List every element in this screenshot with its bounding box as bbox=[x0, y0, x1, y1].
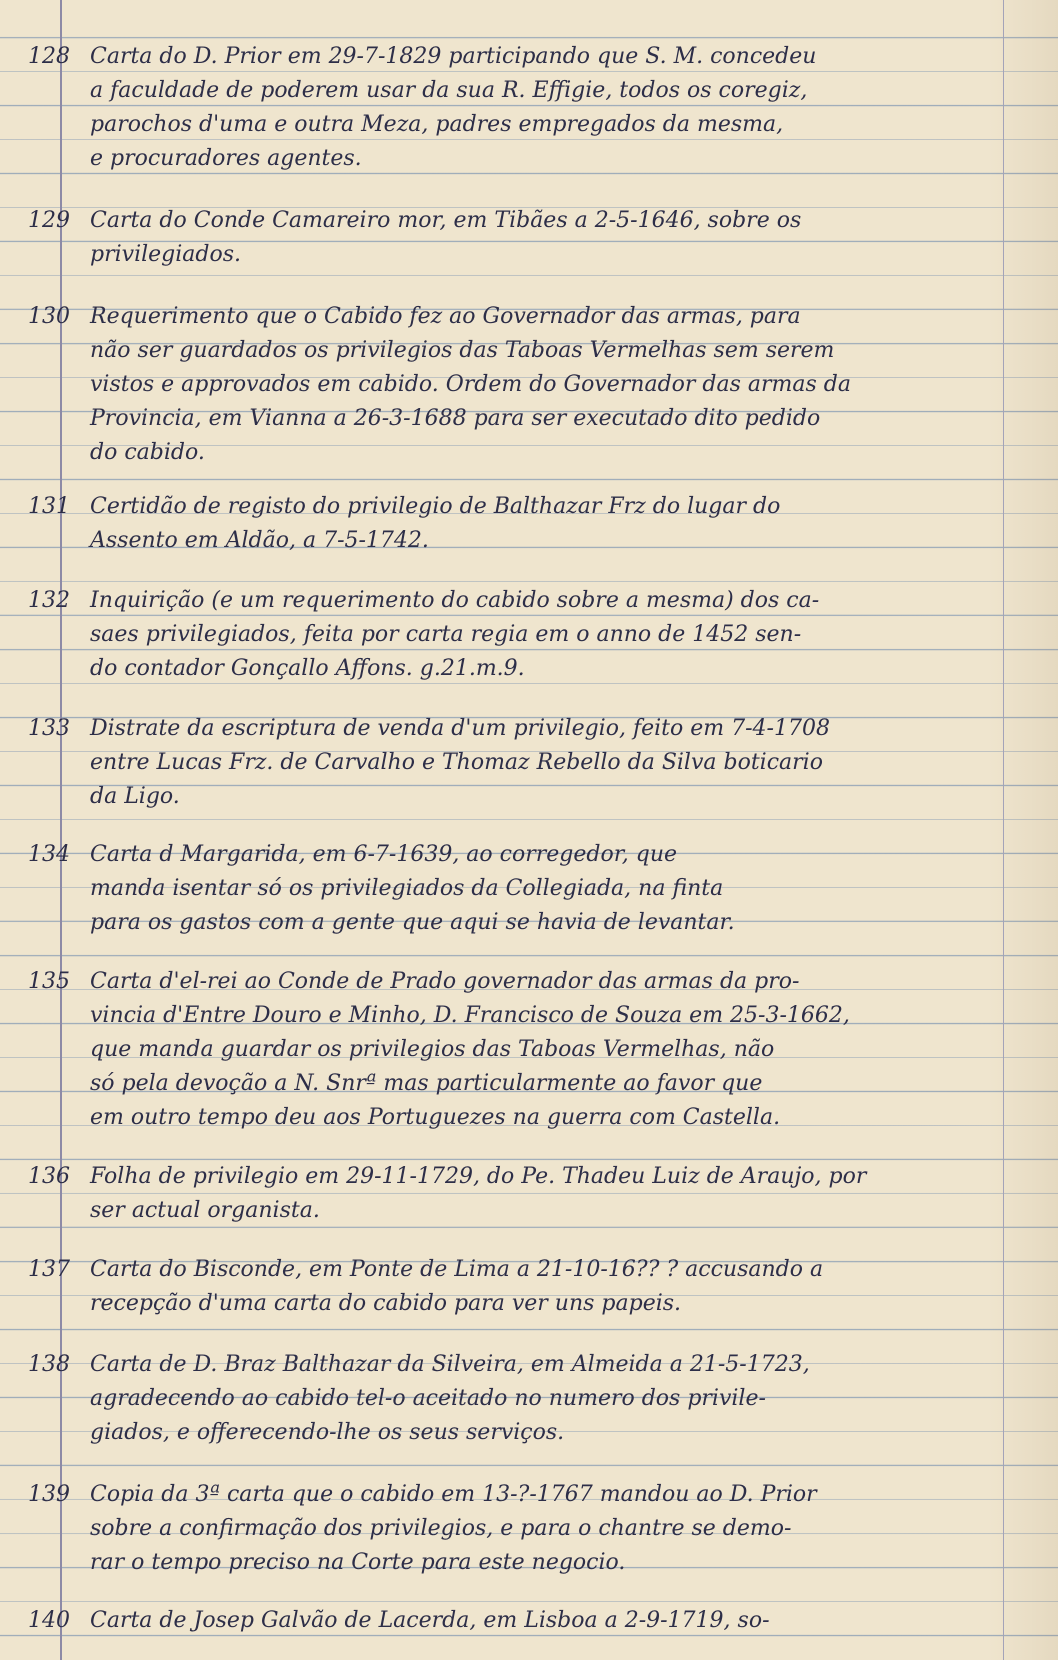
entry-number: 129 bbox=[28, 208, 70, 233]
entry-number: 131 bbox=[28, 494, 70, 519]
entry-number: 139 bbox=[28, 1482, 70, 1507]
entry-number: 135 bbox=[28, 969, 70, 994]
entry-text: Inquirição (e um requerimento do cabido sobre a mesma) dos ca- saes privilegiados, feita por carta regia em o anno de 1452 sen- do contador Gonçallo Affons. g.21.m.9. bbox=[90, 588, 820, 681]
entry-number: 130 bbox=[28, 304, 70, 329]
entry-text: Certidão de registo do privilegio de Balthazar Frz do lugar do Assento em Aldão, a 7-5-1742. bbox=[90, 494, 781, 553]
left-margin-rule bbox=[60, 0, 62, 1660]
entry-text: Copia da 3ª carta que o cabido em 13-?-1767 mandou ao D. Prior sobre a confirmação dos privilegios, e para o chantre se demo- rar o tempo preciso na Corte para este negocio. bbox=[90, 1482, 817, 1575]
entry-text: Requerimento que o Cabido fez ao Governador das armas, para não ser guardados os privilegios das Taboas Vermelhas sem serem vistos e approvados em cabido. Ordem do Governador das armas da Provincia, em Vianna a 26-3-1688 para ser executado dito pedido do cabido. bbox=[90, 304, 852, 465]
entry-number: 136 bbox=[28, 1164, 70, 1189]
entry-number: 133 bbox=[28, 716, 70, 741]
entry-text: Folha de privilegio em 29-11-1729, do Pe. Thadeu Luiz de Araujo, por ser actual organista. bbox=[90, 1164, 867, 1223]
entry-number: 140 bbox=[28, 1608, 70, 1633]
entry-number: 132 bbox=[28, 588, 70, 613]
entry-number: 138 bbox=[28, 1352, 70, 1377]
entry-number: 137 bbox=[28, 1257, 70, 1282]
entry-text: Carta d'el-rei ao Conde de Prado governador das armas da pro- vincia d'Entre Douro e Minho, D. Francisco de Souza em 25-3-1662, que manda guardar os privilegios das Taboas Vermelhas, não só pela devoção a N. Snrª mas particularmente ao favor que em outro tempo deu aos Portuguezes na guerra com Castella. bbox=[90, 969, 850, 1130]
entry-text: Carta do Conde Camareiro mor, em Tibães a 2-5-1646, sobre os privilegiados. bbox=[90, 208, 802, 267]
entry-number: 128 bbox=[28, 44, 70, 69]
entry-number: 134 bbox=[28, 842, 70, 867]
entry-text: Carta do Bisconde, em Ponte de Lima a 21-10-16?? ? accusando a recepção d'uma carta do cabido para ver uns papeis. bbox=[90, 1257, 824, 1316]
entry-text: Carta de Josep Galvão de Lacerda, em Lisboa a 2-9-1719, so- bbox=[90, 1608, 770, 1633]
entry-text: Carta do D. Prior em 29-7-1829 participando que S. M. concedeu a faculdade de poderem usar da sua R. Effigie, todos os coregiz, parochos d'uma e outra Meza, padres empregados da mesma, e procuradores agentes. bbox=[90, 44, 817, 171]
entry-text: Carta d Margarida, em 6-7-1639, ao corregedor, que manda isentar só os privilegiados da Collegiada, na finta para os gastos com a gente que aqui se havia de levantar. bbox=[90, 842, 735, 935]
entry-text: Distrate da escriptura de venda d'um privilegio, feito em 7-4-1708 entre Lucas Frz. de Carvalho e Thomaz Rebello da Silva boticario da Ligo. bbox=[90, 716, 830, 809]
entry-text: Carta de D. Braz Balthazar da Silveira, em Almeida a 21-5-1723, agradecendo ao cabido tel-o aceitado no numero dos privile- giados, e offerecendo-lhe os seus serviços. bbox=[90, 1352, 810, 1445]
